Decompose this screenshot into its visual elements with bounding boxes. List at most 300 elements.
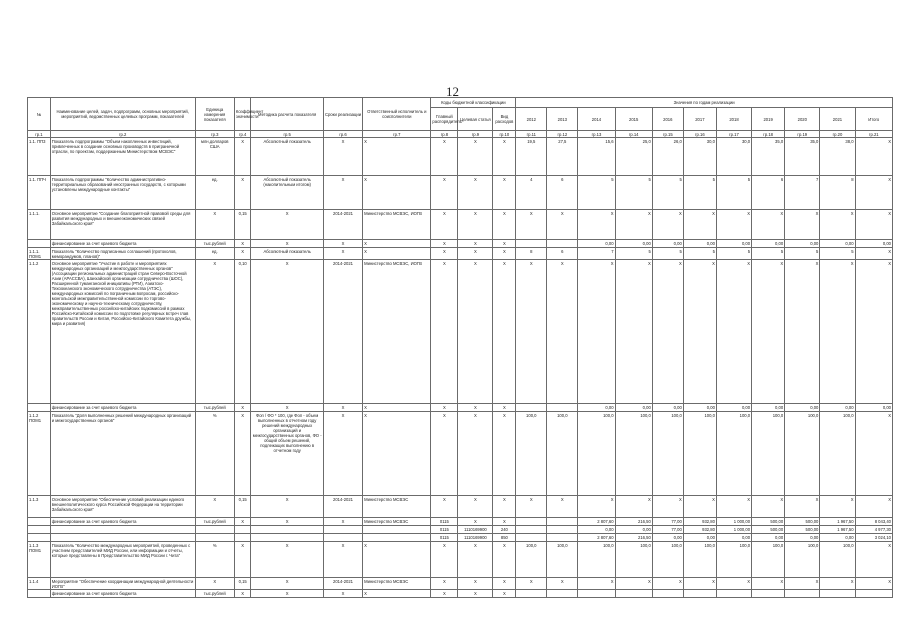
table-cell: Х	[516, 210, 547, 240]
table-row	[28, 138, 893, 176]
table-cell: Абсолютный показатель	[251, 138, 323, 176]
table-cell	[820, 590, 855, 598]
table-cell: 100,0	[652, 412, 683, 496]
table-cell	[28, 404, 51, 412]
column-number: гр.15	[652, 131, 683, 138]
header-budget-code: Главный распорядитель	[431, 108, 458, 131]
table-row	[28, 412, 893, 496]
table-cell: Х	[652, 210, 683, 240]
table-cell: 1.1. ПП3	[28, 138, 51, 176]
table-cell: Х	[431, 412, 458, 496]
table-cell: 1110169900	[458, 534, 493, 542]
table-cell	[547, 404, 578, 412]
table-body	[28, 131, 893, 598]
table-cell: Х	[431, 260, 458, 404]
table-cell: Показатель подпрограммы "Объем накопленных инвестиций, привлеченных в создание основных производств в приграничной отрасли, по проектам, поддержанным Министерством МСВЭС"	[50, 138, 195, 176]
table-cell: Х	[363, 248, 431, 260]
table-cell: 100,0	[785, 542, 820, 578]
table-cell: Х	[195, 210, 234, 240]
table-cell: 0,00	[820, 534, 855, 542]
column-number: гр.6	[323, 131, 362, 138]
header-year: 2019	[752, 108, 785, 131]
table-cell: Мероприятие "Обеспечение координации международной деятельности ИОГВ"	[51, 578, 194, 589]
table-cell: 30,0	[716, 138, 751, 176]
table-cell: 4 977,30	[855, 526, 892, 534]
table-cell: Х	[716, 260, 751, 404]
table-cell	[547, 590, 578, 598]
table-cell: Х	[493, 412, 516, 496]
header-unit: Единица измерения показателя	[195, 98, 234, 131]
header-budget-code: Целевая статья	[458, 108, 493, 131]
table-cell: Х	[363, 412, 431, 496]
table-cell: Х	[493, 590, 516, 598]
table-cell: Х	[363, 138, 431, 176]
table-cell: 1 000,00	[716, 526, 751, 534]
table-cell: Х	[752, 210, 785, 240]
table-cell: Министерство МСВЭС	[363, 518, 431, 526]
table-cell: Х	[458, 138, 493, 176]
table-cell: Фоп / ФО * 100, где Фоп - объем выполненных в отчетном году решений международных организаций и межгосударственных органов, ФО - общий объем решений, подлежащих выполнению в отчетном году	[251, 412, 323, 496]
table-cell: Х	[323, 590, 362, 598]
table-cell: 100,0	[516, 542, 547, 578]
table-cell: 27,5	[547, 138, 578, 176]
table-cell: Х	[578, 210, 615, 240]
table-cell: Основное мероприятие "Создание благоприятной правовой среды для развития международных и внешнеэкономических связей Забайкальского края"	[50, 210, 195, 240]
table-cell: 100,0	[820, 412, 855, 496]
header-year: 2012	[516, 108, 547, 131]
table-cell: 0,00	[615, 404, 652, 412]
table-cell: 0,00	[752, 404, 785, 412]
table-cell: 500,00	[752, 526, 785, 534]
table-cell	[516, 240, 547, 248]
column-number: гр.3	[195, 131, 234, 138]
table-cell	[516, 404, 547, 412]
table-cell: 30,0	[683, 138, 716, 176]
table-cell: 77,00	[652, 526, 683, 534]
table-cell: Х	[431, 138, 458, 176]
table-cell: Х	[785, 210, 820, 240]
table-cell: 5	[716, 176, 751, 210]
table-cell: 5	[683, 248, 716, 260]
table-cell: Основное мероприятие "Участие в работе и мероприятиях международных организаций и межгосударственных органов" (Ассоциации региональных администраций стран Северо-Восточной Азии (АРАССВА), Шанхайской организации сотрудничества (ШОС), Расширенной туманганской инициативы (РТИ), Азиатско-Тихоокеанского экономического сотрудничества (АТЭС), международных комиссий по пограничным вопросам, российско-монгольской межправительственной комиссии по торгово-экономическому и научно-техническому сотрудничеству, межправительственных российско-китайских подкомиссий в рамках Российско-Китайской комиссии по подготовке регулярных встреч глав правительств России и Китая, Российско-Китайского Комитета дружбы, мира и развития)	[50, 260, 195, 404]
table-cell: Х	[855, 260, 892, 404]
table-row	[28, 496, 893, 518]
table-cell: Х	[458, 518, 493, 526]
table-row	[28, 210, 893, 240]
table-cell: Х	[615, 496, 652, 518]
table-cell	[547, 518, 578, 526]
table-cell: 932,80	[683, 526, 716, 534]
table-cell	[516, 526, 547, 534]
table-cell: Х	[363, 176, 431, 210]
table-cell: Х	[578, 260, 615, 404]
table-cell: Х	[493, 210, 516, 240]
table-cell: тыс.рублей	[195, 590, 234, 598]
table-cell: 100,0	[716, 412, 751, 496]
table-cell: 3 024,10	[855, 534, 892, 542]
table-cell	[855, 590, 892, 598]
table-cell	[516, 518, 547, 526]
table-cell: Х	[323, 176, 362, 210]
table-cell: 1.1.1. ПОМ1	[28, 248, 51, 260]
table-cell: Х	[234, 412, 251, 496]
table-cell: 0,00	[716, 240, 751, 248]
table-cell: тыс.рублей	[195, 240, 234, 248]
table-cell: Х	[493, 260, 516, 404]
table-cell: Х	[234, 138, 251, 176]
table-cell: 216,50	[615, 518, 652, 526]
table-cell: Х	[458, 542, 493, 578]
table-cell: 100,0	[615, 542, 652, 578]
column-number: гр.13	[578, 131, 615, 138]
table-cell	[28, 526, 51, 534]
table-cell: Х	[683, 260, 716, 404]
table-cell: Х	[855, 412, 892, 496]
table-cell: тыс.рублей	[195, 404, 234, 412]
table-cell: Х	[493, 578, 516, 590]
header-executor: Ответственный исполнитель и соисполнители	[363, 98, 431, 131]
table-cell: Х	[855, 578, 892, 590]
table-cell: Показатель подпрограммы "Количество административно-территориальных образований иностранных государств, с которыми установлены международные контакты"	[50, 176, 195, 210]
table-cell: 1.1.2 ПОМ1	[28, 412, 51, 496]
column-number: гр.7	[363, 131, 431, 138]
table-cell	[716, 590, 751, 598]
table-cell: Показатель "Доля выполненных решений международных организаций и межгосударственных органов"	[50, 412, 195, 496]
table-cell: 5	[578, 176, 615, 210]
column-number: гр.12	[547, 131, 578, 138]
table-cell: 0,00	[578, 404, 615, 412]
table-cell: Х	[516, 578, 547, 590]
table-cell: 1.1.1.	[28, 210, 51, 240]
table-cell: Показатель "Количество международных мероприятий, проведенных с участием представителей МИД России, или информации и отчеты, которые представлены в Представительство МИД России г. Чита"	[50, 542, 195, 578]
table-cell: Х	[493, 248, 516, 260]
table-cell	[50, 534, 195, 542]
column-number: гр.1	[28, 131, 51, 138]
header-row-1	[28, 98, 893, 108]
table-cell	[516, 590, 547, 598]
table-cell: 0,10	[234, 260, 251, 404]
table-cell: Х	[820, 496, 855, 518]
table-cell: Министерство МСВЭС, ИОГВ	[363, 210, 431, 240]
table-cell: 0,00	[785, 404, 820, 412]
column-number: гр.9	[458, 131, 493, 138]
table-cell: Министерство МСВЭС	[363, 496, 431, 518]
table-cell: Х	[493, 138, 516, 176]
table-cell: Х	[578, 496, 615, 518]
table-cell: Х	[683, 210, 716, 240]
header-coef: Коэффициент значимости	[234, 98, 251, 131]
table-cell: 0,00	[716, 534, 751, 542]
table-cell: Х	[234, 176, 251, 210]
table-cell	[50, 526, 195, 534]
table-cell	[652, 590, 683, 598]
table-cell: 35,0	[785, 138, 820, 176]
table-cell: 100,0	[820, 542, 855, 578]
table-cell: 6	[752, 176, 785, 210]
table-cell: Х	[458, 260, 493, 404]
table-cell: Х	[458, 210, 493, 240]
table-cell: 19,5	[516, 138, 547, 176]
table-cell: Х	[615, 578, 652, 590]
table-cell: 0,00	[820, 240, 855, 248]
column-number: гр.19	[785, 131, 820, 138]
table-cell: 500,00	[752, 518, 785, 526]
table-cell: Х	[431, 496, 458, 518]
table-cell: 100,0	[785, 412, 820, 496]
table-cell: Х	[752, 496, 785, 518]
column-number: гр.16	[683, 131, 716, 138]
table-cell: Х	[615, 210, 652, 240]
table-cell	[195, 526, 234, 534]
table-cell	[363, 526, 431, 534]
table-cell: Х	[323, 248, 362, 260]
table-cell: 0,00	[652, 240, 683, 248]
table-cell: Х	[493, 240, 516, 248]
table-cell: финансирование за счет краевого бюджета	[50, 590, 195, 598]
table-cell: 0,00	[855, 404, 892, 412]
header-year: 2015	[615, 108, 652, 131]
table-cell: Абсолютный показатель (накопительным итогом)	[251, 176, 323, 210]
table-cell: Х	[251, 542, 323, 578]
table-cell	[615, 590, 652, 598]
table-cell	[547, 240, 578, 248]
table-cell: Х	[785, 260, 820, 404]
column-number: гр.20	[820, 131, 855, 138]
table-row	[28, 260, 893, 404]
table-cell: Х	[615, 260, 652, 404]
table-row	[28, 526, 893, 534]
table-cell: 100,0	[516, 412, 547, 496]
table-cell: Х	[458, 412, 493, 496]
table-cell: Х	[716, 496, 751, 518]
table-cell: тыс.рублей	[195, 518, 234, 526]
table-cell: Х	[234, 542, 251, 578]
table-cell	[547, 534, 578, 542]
table-cell	[785, 590, 820, 598]
header-term: Сроки реализации	[323, 98, 362, 131]
table-cell: Х	[234, 518, 251, 526]
table-cell: 2014-2021	[323, 260, 362, 404]
table-cell: Показатель "Количество подписанных соглашений (протоколов, меморандумов, планов)"	[50, 248, 195, 260]
table-cell: Х	[652, 260, 683, 404]
table-cell: Х	[820, 260, 855, 404]
table-row	[28, 590, 893, 598]
table-cell: 2014-2021	[323, 210, 362, 240]
table-cell	[234, 534, 251, 542]
table-cell: 5	[615, 176, 652, 210]
column-number: гр.2	[50, 131, 195, 138]
table-cell: 0,00	[652, 534, 683, 542]
table-cell: Х	[785, 578, 820, 590]
table-cell: Х	[234, 240, 251, 248]
table-cell: Х	[458, 578, 493, 590]
table-cell: Х	[458, 176, 493, 210]
table-cell: 2014-2021	[323, 496, 362, 518]
table-cell: 5	[752, 248, 785, 260]
header-budget-group: Коды бюджетной классификации	[431, 98, 516, 108]
table-cell: 850	[493, 534, 516, 542]
table-cell: 1 000,00	[716, 518, 751, 526]
table-row	[28, 404, 893, 412]
table-cell: 240	[493, 526, 516, 534]
table-cell: 0,00	[652, 404, 683, 412]
table-cell: Х	[547, 578, 578, 590]
header-years-group: Значения по годам реализации	[516, 98, 893, 108]
header-method: Методика расчета показателя	[251, 98, 323, 131]
table-cell: 5	[652, 248, 683, 260]
table-row	[28, 518, 893, 526]
column-number: гр.11	[516, 131, 547, 138]
table-cell	[28, 518, 51, 526]
table-cell: Х	[547, 210, 578, 240]
program-indicators-table	[27, 97, 893, 598]
table-cell: 4	[516, 176, 547, 210]
header-budget-code: Вид расходов	[493, 108, 516, 131]
table-cell: 26,0	[652, 138, 683, 176]
table-cell: Х	[195, 260, 234, 404]
table-cell: 0,00	[785, 534, 820, 542]
table-cell: Х	[234, 248, 251, 260]
table-cell	[752, 590, 785, 598]
table-cell: Х	[363, 590, 431, 598]
table-cell	[195, 534, 234, 542]
table-cell: 8	[820, 176, 855, 210]
table-cell: Х	[431, 240, 458, 248]
table-cell: 0,00	[752, 240, 785, 248]
table-cell: Х	[431, 542, 458, 578]
table-cell: 5	[683, 176, 716, 210]
table-cell: Х	[323, 404, 362, 412]
table-cell: Министерство МСВЭС, ИОГВ	[363, 260, 431, 404]
table-cell: Х	[323, 138, 362, 176]
table-cell: Х	[820, 210, 855, 240]
table-cell: Х	[547, 496, 578, 518]
table-cell: Х	[251, 404, 323, 412]
table-cell: Х	[752, 260, 785, 404]
table-cell: Х	[195, 578, 234, 590]
table-cell: Х	[251, 240, 323, 248]
table-cell	[323, 526, 362, 534]
table-cell: Абсолютный показатель	[251, 248, 323, 260]
column-number: гр.4	[234, 131, 251, 138]
table-cell: 1.1. ППЧ	[28, 176, 51, 210]
table-cell: 1.1.3	[28, 496, 51, 518]
table-cell: 932,80	[683, 518, 716, 526]
table-cell: 100,0	[683, 542, 716, 578]
table-cell: Х	[431, 590, 458, 598]
table-cell: Х	[323, 412, 362, 496]
table-cell: 0,00	[752, 534, 785, 542]
table-cell	[516, 534, 547, 542]
table-cell: Х	[683, 496, 716, 518]
table-cell: Х	[458, 404, 493, 412]
table-cell: 2 807,60	[578, 534, 615, 542]
table-cell: 0,00	[578, 526, 615, 534]
table-cell: Х	[855, 542, 892, 578]
table-cell: %	[195, 412, 234, 496]
table-cell: Х	[431, 404, 458, 412]
header-year: 2020	[785, 108, 820, 131]
table-row	[28, 176, 893, 210]
table-cell: Х	[251, 210, 323, 240]
table-cell: Х	[323, 240, 362, 248]
table-cell: Х	[363, 240, 431, 248]
header-year: 2014	[578, 108, 615, 131]
table-cell	[28, 590, 51, 598]
table-cell: финансирование за счет краевого бюджета	[50, 240, 195, 248]
table-cell: 100,0	[547, 542, 578, 578]
table-cell: Х	[820, 578, 855, 590]
column-number-row	[28, 131, 893, 138]
column-number: гр.10	[493, 131, 516, 138]
table-cell	[683, 590, 716, 598]
table-cell: 25,0	[615, 138, 652, 176]
table-cell	[547, 526, 578, 534]
table-cell: ед.	[195, 248, 234, 260]
table-cell: 5	[820, 248, 855, 260]
table-cell: 0,00	[615, 240, 652, 248]
table-cell	[363, 534, 431, 542]
program-table-sheet	[27, 97, 893, 598]
column-number: гр.8	[431, 131, 458, 138]
table-cell	[28, 534, 51, 542]
table-cell: Министерство МСВЭС	[363, 578, 431, 590]
column-number: гр.17	[716, 131, 751, 138]
header-year: 2018	[716, 108, 751, 131]
column-number: гр.5	[251, 131, 323, 138]
table-cell: финансирование за счет краевого бюджета	[50, 404, 195, 412]
table-cell: 500,00	[785, 526, 820, 534]
table-cell: Х	[855, 248, 892, 260]
table-cell: 0,15	[234, 578, 251, 590]
table-cell: Основное мероприятие "Обеспечение условий реализации единого внешнеполитического курса Российской Федерации на территории Забайкальского края"	[50, 496, 195, 518]
table-cell: 0115	[431, 518, 458, 526]
table-cell: Х	[431, 248, 458, 260]
table-cell: Х	[493, 404, 516, 412]
table-cell: финансирование за счет краевого бюджета	[50, 518, 195, 526]
table-cell: 0,00	[820, 404, 855, 412]
table-cell: 0,00	[785, 240, 820, 248]
table-cell: Х	[251, 260, 323, 404]
table-cell: 1110169900	[458, 526, 493, 534]
table-row	[28, 240, 893, 248]
header-no: №	[28, 98, 51, 131]
table-cell	[578, 590, 615, 598]
table-row	[28, 578, 893, 590]
table-cell	[251, 534, 323, 542]
column-number: гр.18	[752, 131, 785, 138]
table-cell: 0,00	[683, 240, 716, 248]
table-cell: Х	[716, 210, 751, 240]
table-cell: 8 043,40	[855, 518, 892, 526]
table-cell: Х	[251, 590, 323, 598]
table-cell	[251, 526, 323, 534]
table-cell: 5	[615, 248, 652, 260]
table-cell: Х	[431, 578, 458, 590]
table-cell: Х	[431, 176, 458, 210]
table-cell: 0,00	[855, 240, 892, 248]
table-cell: Х	[855, 176, 892, 210]
table-cell: 0,00	[683, 404, 716, 412]
table-row	[28, 534, 893, 542]
table-row	[28, 248, 893, 260]
table-cell: %	[195, 542, 234, 578]
table-cell: Х	[251, 578, 323, 590]
table-cell: Х	[234, 590, 251, 598]
table-cell: Х	[547, 260, 578, 404]
table-cell: Х	[578, 578, 615, 590]
table-cell: Х	[752, 578, 785, 590]
